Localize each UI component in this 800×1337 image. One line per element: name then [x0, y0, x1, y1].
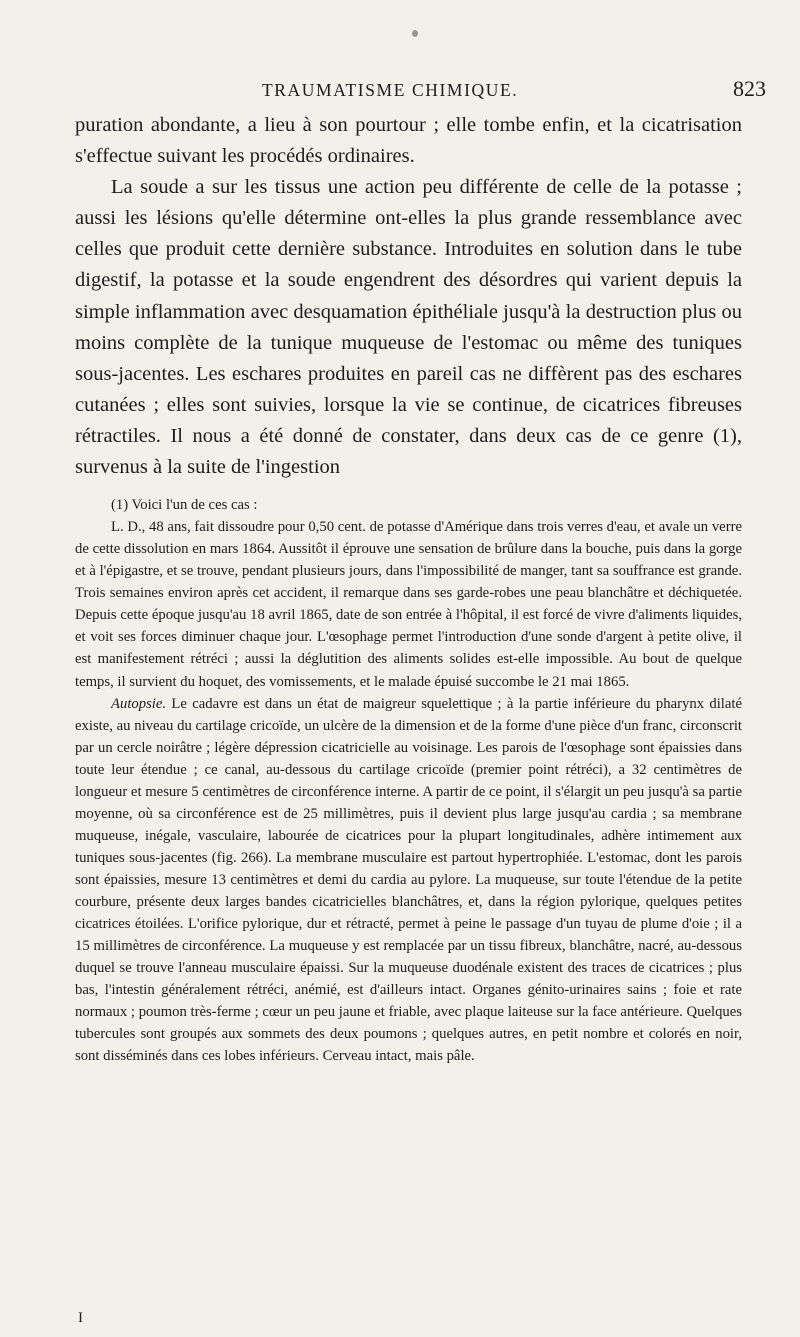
main-paragraph-soude: La soude a sur les tissus une action peu différente de celle de la potasse ; aussi les lésions qu'elle détermine ont-elles la plus grande ressemblance avec celles que produit cette dernière substance. Introduites en solution dans le tube digestif, la potasse et la soude engendrent des désordres qui varient depuis la simple inflammation avec desquamation épithéliale jusqu'à la destruction plus ou moins complète de la tunique muqueuse de l'estomac ou même des tuniques sous-jacentes. Les eschares produites en pareil cas ne diffèrent pas des eschares cutanées ; elles sont suivies, lorsque la vie se continue, de cicatrices fibreuses rétractiles. Il nous a été donné de constater, dans deux cas de ce genre (1), survenus à la suite de l'ingestion: [75, 176, 742, 479]
ink-speck: [412, 30, 418, 37]
body-text: [75, 110, 742, 1067]
autopsy-text: Le cadavre est dans un état de maigreur squelettique ; à la partie inférieure du pharynx dilaté existe, au niveau du cartilage cricoïde, un ulcère de la dimension et de la forme d'une pièce d'un franc, circonscrit par un cercle noirâtre ; légère dépression cicatricielle au voisinage. Les parois de l'œsophage sont épaissies dans toute leur étendue ; ce canal, au-dessous du cartilage cricoïde (premier point rétréci), a 32 centimètres de longueur et mesure 5 centimètres de circonférence interne. A partir de ce point, il s'élargit un peu jusqu'à sa partie moyenne, où sa circonférence est de 25 millimètres, puis il devient plus large jusqu'au cardia ; sa membrane muqueuse, inégale, vasculaire, labourée de cicatrices pour la plupart longitudinales, adhère intimement aux tuniques sous-jacentes (fig. 266). La membrane musculaire est partout hypertrophiée. L'estomac, dont les parois sont épaissies, mesure 13 centimètres et demi du cardia au pylore. La muqueuse, sur toute l'étendue de la petite courbure, présente deux larges bandes cicatricielles blanchâtres, et, dans la région pylorique, quelques petites cicatrices étoilées. L'orifice pylorique, dur et rétracté, permet à peine le passage d'un tuyau de plume d'oie ; il a 15 millimètres de circonférence. La muqueuse y est remplacée par un tissu fibreux, blanchâtre, nacré, au-dessous duquel se trouve l'anneau musculaire épaissi. Sur la muqueuse duodénale existent des traces de cicatrices ; plus bas, l'intestin généralement rétréci, anémié, est d'ailleurs intact. Organes génito-urinaires sains ; foie et rate normaux ; poumon très-ferme ; cœur un peu jaune et friable, avec plaque laiteuse sur la face antérieure. Quelques tubercules sont groupés aux sommets des deux poumons ; quelques autres, en petit nombre et colorés en noir, sont disséminés dans ces lobes inférieurs. Cerveau intact, mais pâle.: [75, 695, 742, 1065]
page-number: 823: [733, 76, 766, 101]
footnote-intro: (1) Voici l'un de ces cas :: [111, 497, 258, 514]
main-paragraph-continued: puration abondante, a lieu à son pourtour ; elle tombe enfin, et la cicatrisation s'effectue suivant les procédés ordinaires.: [75, 114, 742, 168]
autopsy-label: Autopsie.: [111, 695, 167, 712]
footnote-case: L. D., 48 ans, fait dissoudre pour 0,50 cent. de potasse d'Amérique dans trois verres d'eau, et avale un verre de cette dissolution en mars 1864. Aussitôt il éprouve une sensation de brûlure dans la bouche, puis dans la gorge et à l'épigastre, et se trouve, pendant plusieurs jours, dans l'impossibilité de manger, tant sa souffrance est grande. Trois semaines environ après cet accident, il remarque dans ses garde-robes une peau blanchâtre et déchiquetée. Depuis cette époque jusqu'au 18 avril 1865, date de son entrée à l'hôpital, il est forcé de vivre d'aliments liquides, et voit ses forces diminuer chaque jour. L'œsophage permet l'introduction d'une sonde d'argent à petite olive, il est manifestement rétréci ; aussi la déglutition des aliments solides est-elle impossible. Au bout de quelque temps, il survient du hoquet, des vomissements, et le malade épuisé succombe le 21 mai 1865.: [75, 519, 742, 690]
running-head: [0, 76, 800, 102]
running-title: TRAUMATISME CHIMIQUE.: [262, 80, 519, 100]
signature-mark: I: [78, 1310, 83, 1326]
footnotes: [75, 494, 742, 1067]
footnote-autopsy: [75, 693, 742, 1068]
